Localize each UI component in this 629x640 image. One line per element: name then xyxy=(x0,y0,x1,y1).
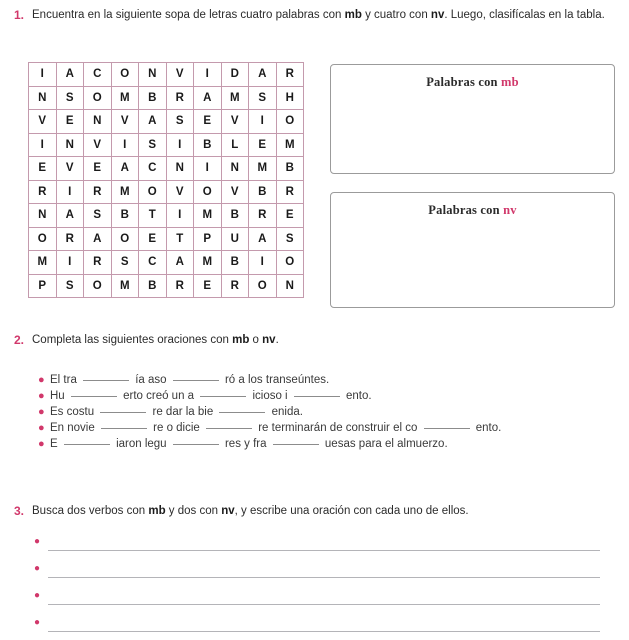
sentence-blank-input[interactable] xyxy=(64,435,110,445)
exercise-2 xyxy=(0,333,629,349)
exercise-3-header xyxy=(0,504,629,520)
sentence-item xyxy=(38,403,618,419)
wordsearch-cell[interactable]: M xyxy=(194,251,222,275)
wordsearch-cell[interactable]: B xyxy=(194,133,222,157)
answer-line-row xyxy=(34,555,624,582)
answer-box-nv-title xyxy=(331,193,614,218)
sentence-segment: uesas para el almuerzo. xyxy=(321,438,448,450)
wordsearch-cell[interactable]: P xyxy=(29,274,57,298)
wordsearch-cell[interactable]: I xyxy=(29,63,57,87)
sentence-text xyxy=(50,435,618,451)
wordsearch-grid xyxy=(28,62,304,298)
wordsearch-cell[interactable]: V xyxy=(84,133,112,157)
sentence-blank-input[interactable] xyxy=(424,419,470,429)
exercise-1-header xyxy=(0,8,629,24)
wordsearch-cell[interactable]: O xyxy=(29,227,57,251)
wordsearch-cell[interactable]: B xyxy=(221,204,249,228)
wordsearch-cell[interactable]: N xyxy=(166,157,194,181)
wordsearch-cell[interactable]: B xyxy=(139,274,167,298)
bullet-dot-icon: ● xyxy=(34,589,41,601)
bullet-dot-icon: ● xyxy=(34,616,41,628)
wordsearch-cell[interactable]: S xyxy=(56,274,84,298)
answer-box-mb[interactable] xyxy=(330,64,615,174)
sentence-segment: erto creó un a xyxy=(119,390,198,402)
wordsearch-cell[interactable]: A xyxy=(166,251,194,275)
wordsearch-cell[interactable]: O xyxy=(249,274,277,298)
answer-line-row xyxy=(34,609,624,636)
wordsearch-cell[interactable]: I xyxy=(194,157,222,181)
exercise-2-number: 2. xyxy=(13,333,24,347)
bullet-dot-icon: ● xyxy=(38,374,45,386)
exercise-3-prompt xyxy=(32,504,629,520)
wordsearch-cell[interactable]: I xyxy=(194,63,222,87)
wordsearch-cell[interactable]: O xyxy=(111,227,139,251)
wordsearch-cell[interactable]: H xyxy=(276,86,304,110)
wordsearch-row xyxy=(29,227,304,251)
wordsearch-cell[interactable]: A xyxy=(249,227,277,251)
wordsearch-cell[interactable]: E xyxy=(56,110,84,134)
bullet-dot-icon: ● xyxy=(34,535,41,547)
wordsearch-cell[interactable]: N xyxy=(139,63,167,87)
sentence-blank-input[interactable] xyxy=(71,387,117,397)
answer-box-nv-title-highlight: nv xyxy=(503,203,517,217)
exercise-2-prompt-part1: Completa las siguientes oraciones con xyxy=(32,334,233,346)
wordsearch-cell[interactable]: N xyxy=(84,110,112,134)
wordsearch-cell[interactable]: S xyxy=(276,227,304,251)
wordsearch-cell[interactable]: D xyxy=(221,63,249,87)
sentence-segment: re o dicie xyxy=(149,422,204,434)
sentence-blank-input[interactable] xyxy=(83,371,129,381)
wordsearch-row xyxy=(29,251,304,275)
wordsearch-row xyxy=(29,204,304,228)
wordsearch-cell[interactable]: E xyxy=(194,110,222,134)
wordsearch-cell[interactable]: R xyxy=(276,180,304,204)
sentence-blank-input[interactable] xyxy=(173,435,219,445)
sentence-text xyxy=(50,387,618,403)
bullet-dot-icon: ● xyxy=(38,438,45,450)
wordsearch-cell[interactable]: M xyxy=(111,274,139,298)
exercise-1-prompt xyxy=(32,8,629,24)
wordsearch-cell[interactable]: I xyxy=(111,133,139,157)
bullet-dot-icon: ● xyxy=(38,390,45,402)
wordsearch-cell[interactable]: B xyxy=(276,157,304,181)
wordsearch-cell[interactable]: M xyxy=(221,86,249,110)
sentence-segment: res y fra xyxy=(221,438,270,450)
wordsearch-cell[interactable]: M xyxy=(276,133,304,157)
sentence-segment: ía aso xyxy=(132,374,170,386)
wordsearch-cell[interactable]: A xyxy=(84,227,112,251)
wordsearch-cell[interactable]: U xyxy=(221,227,249,251)
sentence-segment: ró a los transeúntes. xyxy=(221,374,330,386)
wordsearch-cell[interactable]: T xyxy=(139,204,167,228)
wordsearch-row xyxy=(29,63,304,87)
answer-line-input[interactable] xyxy=(48,550,600,551)
wordsearch-cell[interactable]: M xyxy=(194,204,222,228)
wordsearch-cell[interactable]: R xyxy=(84,180,112,204)
wordsearch-cell[interactable]: N xyxy=(276,274,304,298)
answer-line-row xyxy=(34,582,624,609)
sentence-text xyxy=(50,403,618,419)
sentence-segment: El tra xyxy=(50,374,81,386)
answer-box-mb-title xyxy=(331,65,614,90)
sentence-blank-input[interactable] xyxy=(100,403,146,413)
sentence-segment: ento. xyxy=(342,390,372,402)
wordsearch-cell[interactable]: R xyxy=(56,227,84,251)
wordsearch-cell[interactable]: R xyxy=(166,86,194,110)
wordsearch-cell[interactable]: T xyxy=(166,227,194,251)
wordsearch-grid-body xyxy=(29,63,304,298)
exercise-1 xyxy=(0,8,629,24)
wordsearch-cell[interactable]: S xyxy=(139,133,167,157)
answer-box-mb-title-highlight: mb xyxy=(501,75,519,89)
exercise-1-prompt-part1: Encuentra en la siguiente sopa de letras cuatro palabras con xyxy=(32,9,345,21)
wordsearch-cell[interactable]: A xyxy=(139,110,167,134)
wordsearch-cell[interactable]: P xyxy=(194,227,222,251)
exercise-2-bold-nv: nv xyxy=(262,334,276,346)
exercise-3-answer-lines xyxy=(34,528,624,636)
wordsearch-cell[interactable]: I xyxy=(166,133,194,157)
wordsearch-cell[interactable]: B xyxy=(221,251,249,275)
sentence-segment: Es costu xyxy=(50,406,98,418)
exercise-3-number: 3. xyxy=(13,504,24,518)
answer-line-input[interactable] xyxy=(48,604,600,605)
answer-box-nv[interactable] xyxy=(330,192,615,308)
wordsearch-cell[interactable]: I xyxy=(166,204,194,228)
wordsearch-cell[interactable]: I xyxy=(249,251,277,275)
answer-line-input[interactable] xyxy=(48,577,600,578)
sentence-item xyxy=(38,387,618,403)
bullet-dot-icon: ● xyxy=(38,422,45,434)
sentence-segment: iaron legu xyxy=(112,438,170,450)
sentence-segment: re terminarán de construir el co xyxy=(255,422,421,434)
sentence-blank-input[interactable] xyxy=(219,403,265,413)
wordsearch-row xyxy=(29,133,304,157)
exercise-3 xyxy=(0,504,629,520)
wordsearch-cell[interactable]: R xyxy=(276,63,304,87)
wordsearch-cell[interactable]: R xyxy=(84,251,112,275)
sentence-segment: enida. xyxy=(268,406,303,418)
wordsearch-cell[interactable]: O xyxy=(276,251,304,275)
sentence-blank-input[interactable] xyxy=(101,419,147,429)
wordsearch-cell[interactable]: N xyxy=(29,86,57,110)
wordsearch-cell[interactable]: O xyxy=(84,86,112,110)
wordsearch-cell[interactable]: E xyxy=(276,204,304,228)
wordsearch-cell[interactable]: V xyxy=(56,157,84,181)
sentence-segment: icioso i xyxy=(249,390,291,402)
sentence-blank-input[interactable] xyxy=(294,387,340,397)
wordsearch-cell[interactable]: M xyxy=(249,157,277,181)
wordsearch-cell[interactable]: L xyxy=(221,133,249,157)
sentence-blank-input[interactable] xyxy=(206,419,252,429)
sentence-segment: E xyxy=(50,438,61,450)
exercise-2-header xyxy=(0,333,629,349)
wordsearch-cell[interactable]: R xyxy=(166,274,194,298)
wordsearch-cell[interactable]: A xyxy=(56,204,84,228)
wordsearch-cell[interactable]: O xyxy=(111,63,139,87)
exercise-3-prompt-part1: Busca dos verbos con xyxy=(32,505,149,517)
exercise-2-prompt-part2: o xyxy=(249,334,263,346)
answer-box-mb-title-prefix: Palabras con xyxy=(426,75,502,89)
wordsearch-cell[interactable]: V xyxy=(221,180,249,204)
wordsearch-cell[interactable]: N xyxy=(29,204,57,228)
sentence-blank-input[interactable] xyxy=(200,387,246,397)
wordsearch-cell[interactable]: C xyxy=(139,251,167,275)
bullet-dot-icon: ● xyxy=(38,406,45,418)
wordsearch-cell[interactable]: M xyxy=(111,86,139,110)
exercise-3-bold-mb: mb xyxy=(148,505,166,517)
sentence-text xyxy=(50,419,618,435)
exercise-2-sentence-list xyxy=(38,371,618,451)
wordsearch-cell[interactable]: B xyxy=(249,180,277,204)
wordsearch-cell[interactable]: O xyxy=(194,180,222,204)
wordsearch-cell[interactable]: A xyxy=(56,63,84,87)
exercise-2-prompt xyxy=(32,333,629,349)
wordsearch-cell[interactable]: A xyxy=(194,86,222,110)
exercise-1-number: 1. xyxy=(13,8,24,22)
answer-line-input[interactable] xyxy=(48,631,600,632)
sentence-blank-input[interactable] xyxy=(273,435,319,445)
wordsearch-cell[interactable]: A xyxy=(111,157,139,181)
wordsearch-cell[interactable]: O xyxy=(84,274,112,298)
wordsearch-cell[interactable]: V xyxy=(29,110,57,134)
wordsearch-cell[interactable]: C xyxy=(84,63,112,87)
wordsearch-cell[interactable]: E xyxy=(139,227,167,251)
wordsearch-cell[interactable]: E xyxy=(249,133,277,157)
sentence-item xyxy=(38,435,618,451)
wordsearch-cell[interactable]: E xyxy=(194,274,222,298)
wordsearch-cell[interactable]: R xyxy=(29,180,57,204)
exercise-2-bold-mb: mb xyxy=(232,334,250,346)
wordsearch-cell[interactable]: S xyxy=(111,251,139,275)
sentence-segment: En novie xyxy=(50,422,98,434)
bullet-dot-icon: ● xyxy=(34,562,41,574)
wordsearch-cell[interactable]: S xyxy=(56,86,84,110)
exercise-3-bold-nv: nv xyxy=(221,505,235,517)
wordsearch-cell[interactable]: V xyxy=(166,63,194,87)
wordsearch-cell[interactable]: V xyxy=(111,110,139,134)
wordsearch-row xyxy=(29,274,304,298)
exercise-3-prompt-part3: , y escribe una oración con cada uno de ellos. xyxy=(234,505,469,517)
wordsearch-cell[interactable]: M xyxy=(29,251,57,275)
exercise-1-bold-mb: mb xyxy=(344,9,362,21)
wordsearch-cell[interactable]: S xyxy=(249,86,277,110)
exercise-3-prompt-part2: y dos con xyxy=(165,505,222,517)
sentence-segment: ento. xyxy=(472,422,502,434)
wordsearch-row xyxy=(29,110,304,134)
wordsearch-cell[interactable]: O xyxy=(139,180,167,204)
wordsearch-cell[interactable]: N xyxy=(56,133,84,157)
sentence-blank-input[interactable] xyxy=(173,371,219,381)
exercise-2-prompt-part3: . xyxy=(275,334,279,346)
wordsearch-row xyxy=(29,86,304,110)
wordsearch-cell[interactable]: E xyxy=(84,157,112,181)
wordsearch-cell[interactable]: N xyxy=(221,157,249,181)
wordsearch-cell[interactable]: B xyxy=(139,86,167,110)
wordsearch-cell[interactable]: I xyxy=(56,251,84,275)
wordsearch-cell[interactable]: R xyxy=(249,204,277,228)
wordsearch-cell[interactable]: I xyxy=(249,110,277,134)
answer-box-nv-title-prefix: Palabras con xyxy=(428,203,504,217)
exercise-1-bold-nv: nv xyxy=(430,9,445,21)
answer-line-row xyxy=(34,528,624,555)
exercise-1-prompt-part2: y cuatro con xyxy=(361,9,431,21)
sentence-item xyxy=(38,419,618,435)
sentence-text xyxy=(50,371,618,387)
wordsearch-cell[interactable]: S xyxy=(166,110,194,134)
wordsearch-cell[interactable]: A xyxy=(249,63,277,87)
wordsearch-cell[interactable]: O xyxy=(276,110,304,134)
wordsearch-row xyxy=(29,157,304,181)
wordsearch-cell[interactable]: I xyxy=(29,133,57,157)
wordsearch-cell[interactable]: I xyxy=(56,180,84,204)
wordsearch-cell[interactable]: B xyxy=(111,204,139,228)
sentence-segment: Hu xyxy=(50,390,68,402)
wordsearch-cell[interactable]: R xyxy=(221,274,249,298)
wordsearch-cell[interactable]: S xyxy=(84,204,112,228)
exercise-1-prompt-part3: . Luego, clasifícalas en la tabla. xyxy=(444,9,605,21)
wordsearch-row xyxy=(29,180,304,204)
sentence-item xyxy=(38,371,618,387)
wordsearch-cell[interactable]: E xyxy=(29,157,57,181)
sentence-segment: re dar la bie xyxy=(149,406,217,418)
wordsearch-cell[interactable]: M xyxy=(111,180,139,204)
wordsearch-cell[interactable]: V xyxy=(221,110,249,134)
wordsearch-cell[interactable]: V xyxy=(166,180,194,204)
wordsearch-grid-container xyxy=(28,62,304,298)
wordsearch-cell[interactable]: C xyxy=(139,157,167,181)
